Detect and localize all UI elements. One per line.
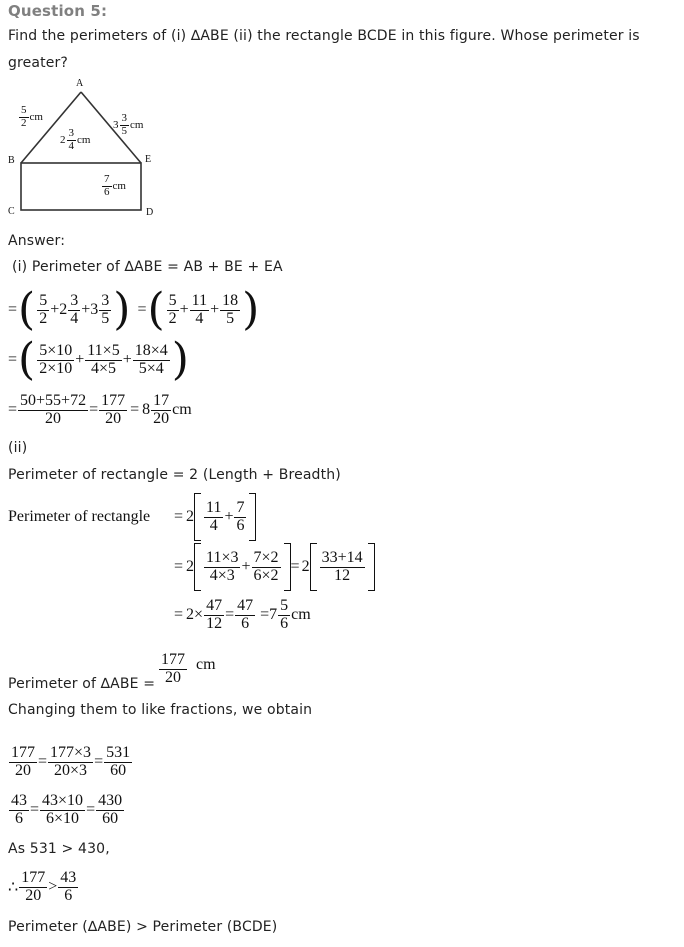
question-text-line2: greater? bbox=[8, 55, 69, 71]
therefore-line: ∴ 177 20 > 43 6 bbox=[8, 868, 77, 904]
vertex-b: B bbox=[8, 155, 15, 166]
question-heading: Question 5: bbox=[8, 2, 108, 20]
like-fractions-text: Changing them to like fractions, we obtain bbox=[8, 702, 313, 718]
rect-equation-3: = 2 × $\frac{47}{12}$ = $\frac{47}{6}$ = 7 5 6 cm bbox=[174, 596, 311, 632]
rect-equation-1: Perimeter of rectangle = 2 11 4 + $\frac{7}{6}$ bbox=[8, 493, 256, 541]
vertex-d: D bbox=[146, 207, 154, 218]
question-text-line1: Find the perimeters of (i) ∆ABE (ii) the rectangle BCDE in this figure. Whose perimeter is bbox=[8, 28, 640, 44]
compare-2: $\frac{43}{6}$ = $\frac{43\times 10}{6\times 10}$ = $\frac{430}{60}$ bbox=[11, 791, 123, 827]
conclusion-text: Perimeter (∆ABE) > Perimeter (BCDE) bbox=[8, 919, 278, 935]
part1-text: (i) Perimeter of ∆ABE = AB + BE + EA bbox=[12, 259, 283, 275]
label-be: 2 3 4 cm bbox=[60, 127, 91, 152]
answer-label: Answer: bbox=[8, 233, 66, 249]
as-text: As 531 > 430, bbox=[8, 841, 110, 857]
part2-label: (ii) bbox=[8, 440, 28, 456]
vertex-a: A bbox=[76, 78, 84, 89]
label-ed: 7 6 cm bbox=[104, 173, 126, 198]
rect-equation-2: = 2 11×3 4×3 + $\frac{7\times 2}{6\times 2}$ = 2 33+14 12 bbox=[174, 543, 375, 591]
equation-1: = ( 5 2 + 2 3 4 + 3 3 5 ) = ( 5 2 + $\frac{11}{4}$ + $\frac{18}{5}$ ) bbox=[8, 284, 260, 335]
vertex-c: C bbox=[8, 206, 15, 217]
rect-formula: Perimeter of rectangle = 2 (Length + Breadth) bbox=[8, 467, 341, 483]
vertex-e: E bbox=[145, 154, 152, 165]
label-ab: 5 2 cm bbox=[21, 104, 43, 129]
abe-perimeter-label: Perimeter of ∆ABE = bbox=[8, 676, 156, 692]
label-ae: 3 3 5 cm bbox=[113, 112, 144, 137]
abe-perimeter-value: 177 20 cm bbox=[161, 650, 216, 686]
therefore-icon: ∴ bbox=[8, 879, 19, 896]
compare-1: $\frac{177}{20}$ = $\frac{177\times 3}{20\times 3}$ = $\frac{531}{60}$ bbox=[11, 743, 131, 779]
equation-2: = ( 5×10 2×10 + $\frac{11\times 5}{4\times 5}$ + $\frac{18\times 4}{5\times 4}$ ) bbox=[8, 334, 189, 385]
figure bbox=[0, 78, 180, 223]
equation-3: = $\frac{50+55+72}{20}$ = $\frac{177}{20}$ = 8 17 20 cm bbox=[8, 391, 192, 427]
